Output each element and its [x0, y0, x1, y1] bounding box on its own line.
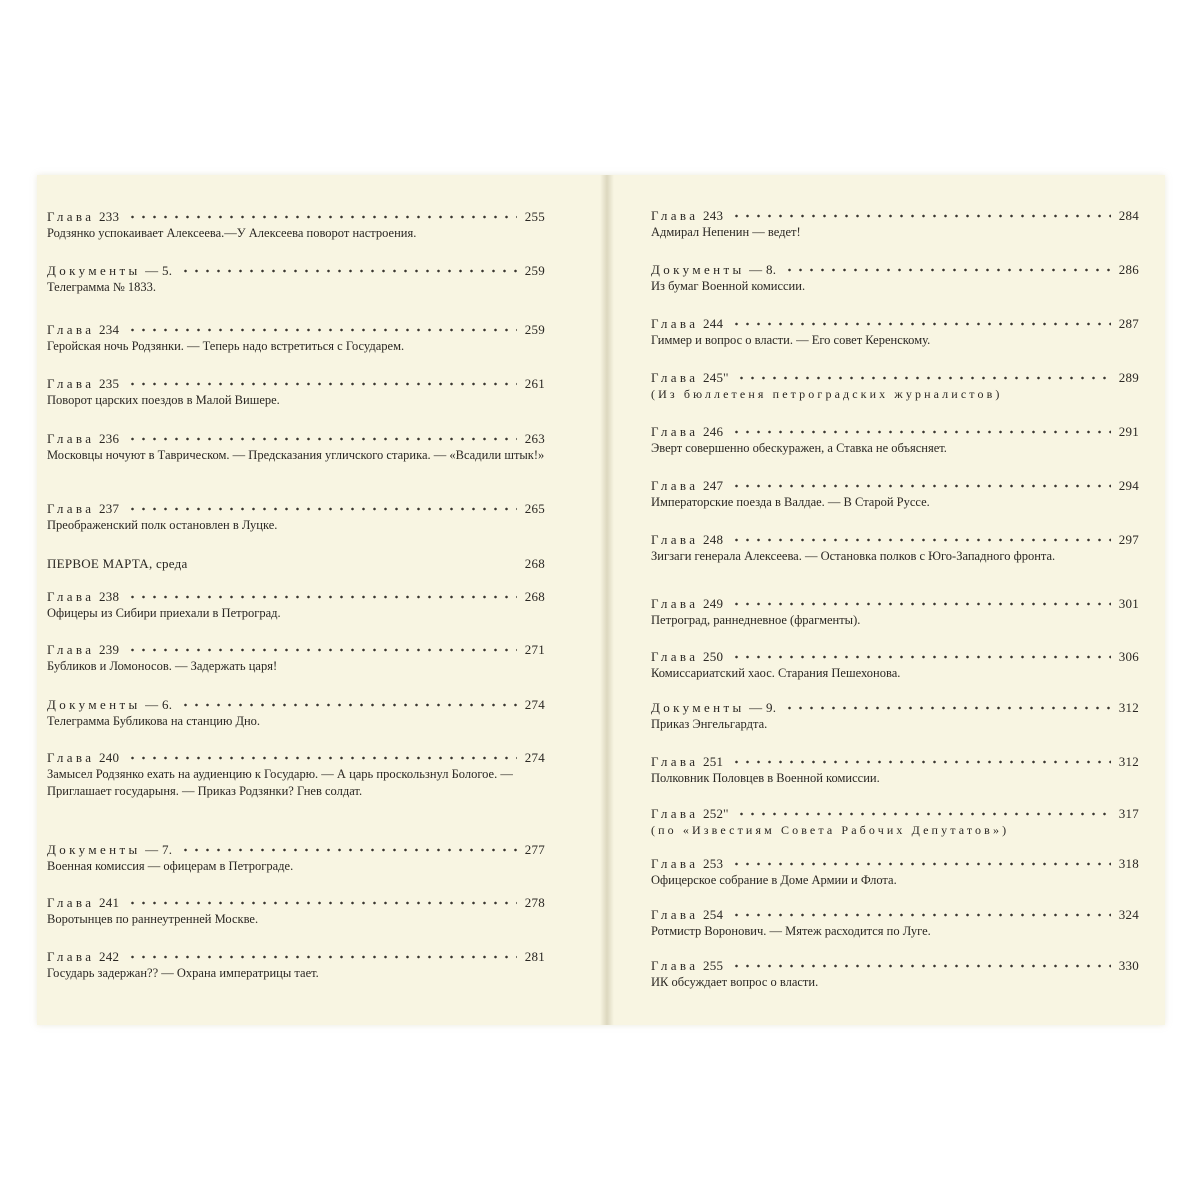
toc-entry — [47, 891, 545, 928]
dot-leader — [734, 802, 1110, 818]
toc-entry — [651, 645, 1139, 682]
toc-entry — [651, 750, 1139, 787]
entry-description: Зигзаги генерала Алексеева. — Остановка полков с Юго-Западного фронта. — [651, 549, 1056, 563]
page-number: 324 — [1118, 907, 1139, 922]
entry-description: Полковник Половцев в Военной комиссии. — [651, 771, 880, 785]
toc-entry-heading — [651, 474, 1139, 493]
entry-number: 237 — [98, 501, 120, 516]
page-number: 330 — [1118, 958, 1139, 973]
dot-leader — [729, 420, 1110, 436]
toc-entry — [651, 903, 1139, 940]
toc-entry — [47, 205, 545, 242]
dot-leader — [125, 372, 516, 388]
toc-entry — [47, 585, 545, 622]
dot-leader — [729, 750, 1110, 766]
entry-description: ИК обсуждает вопрос о власти. — [651, 975, 819, 989]
entry-number: 249 — [702, 596, 724, 611]
entry-label: Глава — [651, 208, 699, 223]
entry-label: Документы — [651, 262, 745, 277]
book-gutter — [600, 175, 614, 1025]
dot-leader — [125, 318, 516, 334]
toc-entry — [47, 372, 545, 409]
entry-label: Глава — [651, 424, 699, 439]
toc-entry — [47, 318, 545, 355]
toc-entry-heading — [651, 903, 1139, 922]
entry-number: 247 — [702, 478, 724, 493]
page-number: 301 — [1118, 596, 1139, 611]
entry-label: Глава — [651, 316, 699, 331]
page-number: 306 — [1118, 649, 1139, 664]
entry-description: Приказ Энгельгардта. — [651, 717, 768, 731]
page-number: 318 — [1118, 856, 1139, 871]
toc-entry — [651, 366, 1139, 403]
page-number: 268 — [524, 556, 545, 571]
dot-leader — [729, 474, 1110, 490]
entry-label: Документы — [47, 697, 141, 712]
entry-number: 233 — [98, 209, 120, 224]
toc-entry-heading — [47, 585, 545, 604]
dot-leader — [125, 205, 516, 221]
entry-number: — 7. — [145, 842, 173, 857]
entry-description: Императорские поезда в Валдае. — В Старой Руссе. — [651, 495, 930, 509]
page-number: 317 — [1118, 806, 1139, 821]
page-number: 286 — [1118, 262, 1139, 277]
entry-number: 244 — [702, 316, 724, 331]
entry-label: Глава — [651, 806, 699, 821]
entry-description: Телеграмма № 1833. — [47, 280, 157, 294]
page-number: 291 — [1118, 424, 1139, 439]
entry-label: Глава — [47, 750, 95, 765]
page-number: 278 — [524, 895, 545, 910]
dot-leader — [125, 638, 516, 654]
toc-entry-heading — [651, 750, 1139, 769]
entry-description: Офицерское собрание в Доме Армии и Флота. — [651, 873, 897, 887]
entry-number: 245'' — [702, 370, 729, 385]
entry-label: ПЕРВОЕ МАРТА, среда — [47, 556, 188, 571]
entry-number: 241 — [98, 895, 120, 910]
entry-number: 243 — [702, 208, 724, 223]
toc-entry-heading — [47, 205, 545, 224]
entry-label: Документы — [47, 263, 141, 278]
dot-leader — [729, 852, 1110, 868]
entry-label: Глава — [47, 501, 95, 516]
entry-number: 235 — [98, 376, 120, 391]
dot-leader — [734, 366, 1110, 382]
entry-number: — 6. — [145, 697, 173, 712]
dot-leader — [729, 204, 1110, 220]
entry-description: Ротмистр Воронович. — Мятеж расходится по Луге. — [651, 924, 931, 938]
entry-description: Геройская ночь Родзянки. — Теперь надо встретиться с Государем. — [47, 339, 405, 353]
entry-number: 236 — [98, 431, 120, 446]
page-number: 274 — [524, 750, 545, 765]
page-number: 287 — [1118, 316, 1139, 331]
toc-entry — [651, 204, 1139, 241]
toc-entry-heading — [651, 852, 1139, 871]
toc-entry-heading — [47, 838, 545, 857]
dot-leader — [729, 645, 1110, 661]
page-number: 259 — [524, 322, 545, 337]
entry-label: Глава — [651, 958, 699, 973]
toc-entry — [651, 474, 1139, 511]
page-number: 289 — [1118, 370, 1139, 385]
entry-label: Глава — [47, 322, 95, 337]
toc-entry-heading — [651, 312, 1139, 331]
page-number: 312 — [1118, 754, 1139, 769]
dot-leader — [125, 427, 516, 443]
entry-description: Из бумаг Военной комиссии. — [651, 279, 806, 293]
entry-number: — 5. — [145, 263, 173, 278]
toc-entry-heading — [651, 592, 1139, 611]
entry-description: Московцы ночуют в Таврическом. — Предсказания угличского старика. — «Всадили штык!» — [47, 448, 545, 462]
dot-leader — [125, 891, 516, 907]
toc-entry — [47, 838, 545, 875]
entry-description: Телеграмма Бубликова на станцию Дно. — [47, 714, 261, 728]
toc-entry — [651, 802, 1139, 839]
dot-leader — [729, 903, 1110, 919]
page-number: 271 — [524, 642, 545, 657]
entry-description: (по «Известиям Совета Рабочих Депутатов») — [651, 823, 1010, 837]
entry-label: Глава — [47, 895, 95, 910]
toc-entry-heading — [47, 318, 545, 337]
entry-number: 253 — [702, 856, 724, 871]
entry-label: Глава — [47, 949, 95, 964]
entry-label: Глава — [651, 478, 699, 493]
page-number: 259 — [524, 263, 545, 278]
page-number: 297 — [1118, 532, 1139, 547]
toc-entry-heading — [47, 259, 545, 278]
book-spread — [37, 175, 1165, 1025]
dot-leader — [178, 693, 517, 709]
entry-number: 251 — [702, 754, 724, 769]
dot-leader — [125, 945, 516, 961]
entry-description: Воротынцев по раннеутренней Москве. — [47, 912, 259, 926]
entry-description: Родзянко успокаивает Алексеева.—У Алексеева поворот настроения. — [47, 226, 417, 240]
toc-entry-heading — [651, 954, 1139, 973]
entry-description: Эверт совершенно обескуражен, а Ставка не объясняет. — [651, 441, 947, 455]
toc-entry-heading — [651, 204, 1139, 223]
entry-number: 234 — [98, 322, 120, 337]
page-number: 284 — [1118, 208, 1139, 223]
entry-description: Бубликов и Ломоносов. — Задержать царя! — [47, 659, 278, 673]
entry-description: (Из бюллетеня петроградских журналистов) — [651, 387, 1003, 401]
dot-leader — [194, 552, 517, 568]
entry-number: 238 — [98, 589, 120, 604]
toc-entry-heading — [47, 891, 545, 910]
entry-description: Поворот царских поездов в Малой Вишере. — [47, 393, 280, 407]
entry-number: 254 — [702, 907, 724, 922]
entry-label: Глава — [47, 589, 95, 604]
entry-label: Глава — [651, 649, 699, 664]
entry-label: Глава — [47, 431, 95, 446]
entry-description: Петроград, раннедневное (фрагменты). — [651, 613, 861, 627]
entry-label: Документы — [651, 700, 745, 715]
toc-entry — [47, 427, 545, 464]
entry-number: 239 — [98, 642, 120, 657]
toc-entry-heading — [47, 427, 545, 446]
toc-entry — [651, 312, 1139, 349]
toc-entry-heading — [651, 366, 1139, 385]
dot-leader — [729, 954, 1110, 970]
dot-leader — [178, 259, 517, 275]
dot-leader — [782, 696, 1111, 712]
toc-entry — [47, 552, 545, 571]
entry-label: Глава — [47, 376, 95, 391]
entry-number: 255 — [702, 958, 724, 973]
toc-entry — [47, 945, 545, 982]
toc-entry-heading — [47, 638, 545, 657]
toc-entry — [47, 638, 545, 675]
page-number: 268 — [524, 589, 545, 604]
page-number: 261 — [524, 376, 545, 391]
page-number: 294 — [1118, 478, 1139, 493]
entry-label: Глава — [47, 209, 95, 224]
entry-label: Глава — [651, 856, 699, 871]
toc-entry — [47, 693, 545, 730]
page-number: 277 — [524, 842, 545, 857]
dot-leader — [729, 592, 1110, 608]
entry-description: Адмирал Непенин — ведет! — [651, 225, 801, 239]
dot-leader — [729, 528, 1110, 544]
entry-number: 240 — [98, 750, 120, 765]
page-number: 265 — [524, 501, 545, 516]
page-number: 281 — [524, 949, 545, 964]
entry-number: — 9. — [749, 700, 777, 715]
toc-entry — [651, 696, 1139, 733]
toc-entry — [47, 497, 545, 534]
entry-description: Преображенский полк остановлен в Луцке. — [47, 518, 278, 532]
toc-entry — [651, 258, 1139, 295]
dot-leader — [729, 312, 1110, 328]
entry-label: Глава — [651, 596, 699, 611]
entry-number: — 8. — [749, 262, 777, 277]
page-number: 274 — [524, 697, 545, 712]
dot-leader — [125, 585, 516, 601]
toc-entry — [47, 746, 545, 800]
entry-description: Государь задержан?? — Охрана императрицы тает. — [47, 966, 319, 980]
toc-entry-heading — [47, 746, 545, 765]
entry-number: 242 — [98, 949, 120, 964]
entry-number: 250 — [702, 649, 724, 664]
page-number: 312 — [1118, 700, 1139, 715]
toc-entry — [651, 592, 1139, 629]
entry-number: 248 — [702, 532, 724, 547]
toc-entry — [47, 259, 545, 296]
dot-leader — [125, 746, 516, 762]
toc-entry — [651, 528, 1139, 565]
entry-description: Гиммер и вопрос о власти. — Его совет Керенскому. — [651, 333, 931, 347]
toc-entry — [651, 420, 1139, 457]
entry-number: 246 — [702, 424, 724, 439]
entry-description: Замысел Родзянко ехать на аудиенцию к Государю. — А царь проскользнул Бологое. — Приглашает государыня. — Приказ Родзянки? Гнев солдат. — [47, 767, 513, 798]
dot-leader — [178, 838, 517, 854]
entry-label: Документы — [47, 842, 141, 857]
toc-entry-heading — [651, 802, 1139, 821]
dot-leader — [125, 497, 516, 513]
dot-leader — [782, 258, 1111, 274]
entry-description: Военная комиссия — офицерам в Петрограде. — [47, 859, 294, 873]
toc-entry-heading — [47, 552, 545, 571]
page-number: 263 — [524, 431, 545, 446]
toc-entry-heading — [47, 497, 545, 516]
toc-entry-heading — [47, 372, 545, 391]
entry-number: 252'' — [702, 806, 729, 821]
toc-entry-heading — [651, 420, 1139, 439]
entry-label: Глава — [47, 642, 95, 657]
entry-label: Глава — [651, 907, 699, 922]
toc-entry-heading — [47, 693, 545, 712]
toc-entry-heading — [651, 696, 1139, 715]
toc-entry-heading — [47, 945, 545, 964]
toc-entry — [651, 852, 1139, 889]
toc-entry — [651, 954, 1139, 991]
entry-description: Комиссариатский хаос. Старания Пешехонова. — [651, 666, 901, 680]
entry-label: Глава — [651, 532, 699, 547]
toc-entry-heading — [651, 528, 1139, 547]
entry-label: Глава — [651, 370, 699, 385]
toc-entry-heading — [651, 645, 1139, 664]
toc-entry-heading — [651, 258, 1139, 277]
page-number: 255 — [524, 209, 545, 224]
entry-description: Офицеры из Сибири приехали в Петроград. — [47, 606, 281, 620]
entry-label: Глава — [651, 754, 699, 769]
